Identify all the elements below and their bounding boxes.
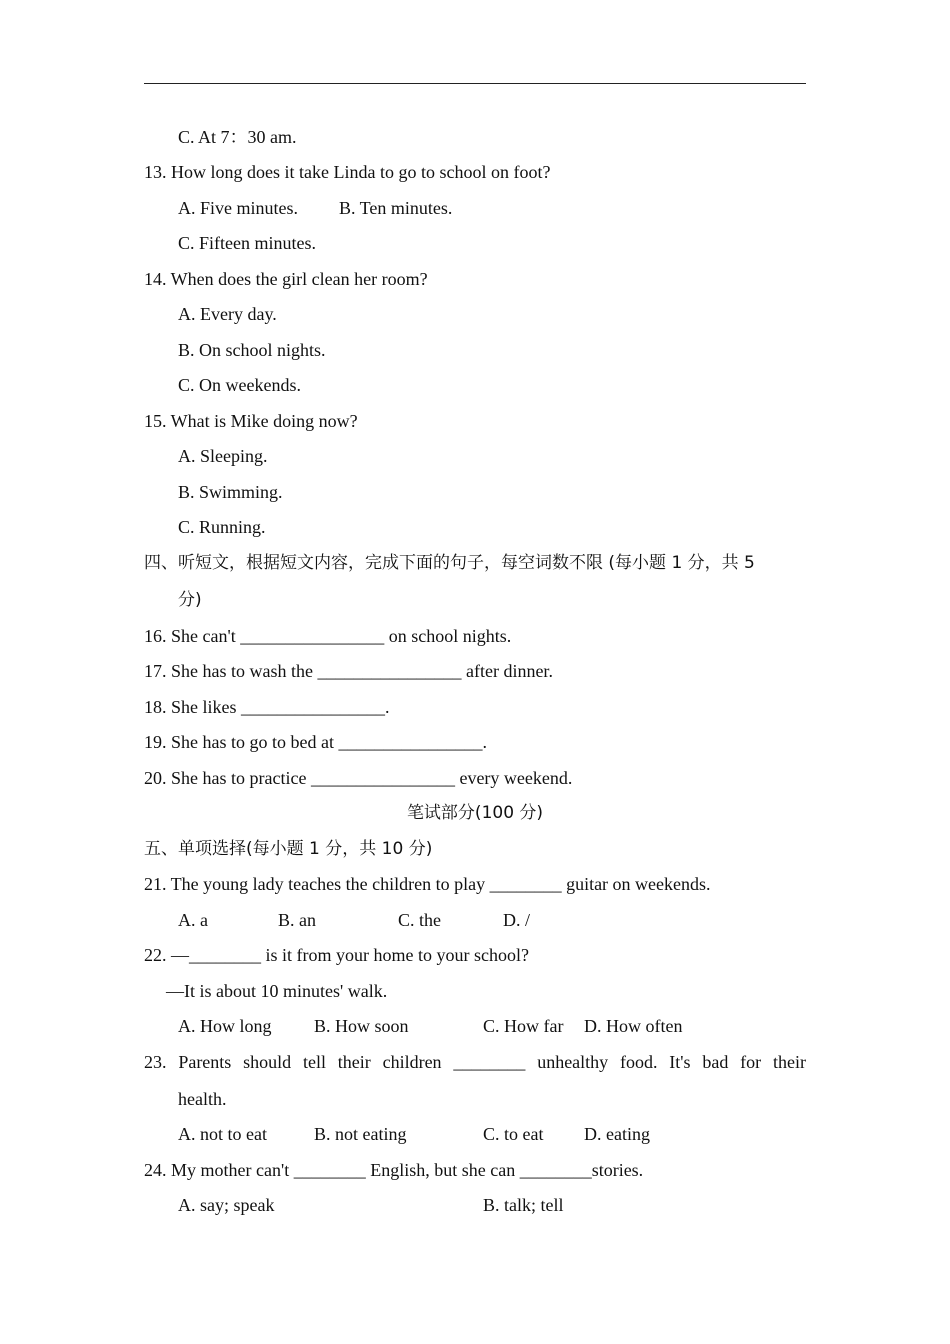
q13-option-c: C. Fifteen minutes. (178, 233, 316, 253)
header-rule (144, 83, 806, 84)
q22-stem: 22. —________ is it from your home to your school? (144, 945, 529, 965)
q24-option-b: B. talk; tell (483, 1195, 564, 1215)
q14-option-a: A. Every day. (178, 304, 277, 324)
q23-word: children (382, 1052, 442, 1072)
fill-18: 18. She likes ________________. (144, 697, 390, 717)
q15-stem: 15. What is Mike doing now? (144, 411, 358, 431)
q23-stem-cont: health. (178, 1089, 227, 1109)
q23-option-c: C. to eat (483, 1124, 544, 1144)
q22-option-a: A. How long (178, 1016, 272, 1036)
q21-option-a: A. a (178, 910, 208, 930)
q14-option-c: C. On weekends. (178, 375, 301, 395)
fill-19: 19. She has to go to bed at ________________. (144, 732, 487, 752)
q13-option-a: A. Five minutes. (178, 198, 298, 218)
q23-word: 23. (144, 1052, 167, 1072)
q23-blank: ________ (453, 1052, 526, 1072)
q13-stem: 13. How long does it take Linda to go to school on foot? (144, 162, 551, 182)
q15-option-a: A. Sleeping. (178, 446, 268, 466)
q23-word: bad (702, 1052, 729, 1072)
q21-option-c: C. the (398, 910, 441, 930)
q22-reply: —It is about 10 minutes' walk. (166, 981, 388, 1001)
q21-option-d: D. / (503, 910, 530, 930)
q23-word: for (740, 1052, 762, 1072)
fill-16: 16. She can't ________________ on school nights. (144, 626, 512, 646)
fill-17: 17. She has to wash the ________________ after dinner. (144, 661, 553, 681)
q22-option-b: B. How soon (314, 1016, 409, 1036)
q22-option-d: D. How often (584, 1016, 683, 1036)
q12-option-c: C. At 7：30 am. (178, 127, 297, 147)
q13-option-b: B. Ten minutes. (339, 198, 453, 218)
q23-option-b: B. not eating (314, 1124, 407, 1144)
q23-word: their (337, 1052, 371, 1072)
q23-word: should (243, 1052, 292, 1072)
q22-option-c: C. How far (483, 1016, 564, 1036)
section-4-heading: 四、听短文，根据短文内容，完成下面的句子，每空词数不限 (每小题 1 分，共 5 (144, 553, 755, 573)
q23-word: unhealthy (537, 1052, 609, 1072)
written-part-title: 笔试部分(100 分) (406, 803, 544, 823)
q23-word: tell (302, 1052, 326, 1072)
q23-stem (144, 1050, 806, 1074)
q21-option-b: B. an (278, 910, 316, 930)
q23-option-d: D. eating (584, 1124, 650, 1144)
section-4-heading-cont: 分) (178, 590, 202, 610)
section-5-heading: 五、单项选择(每小题 1 分，共 10 分) (144, 839, 433, 859)
q23-word: It's (669, 1052, 691, 1072)
q14-option-b: B. On school nights. (178, 340, 326, 360)
q14-stem: 14. When does the girl clean her room? (144, 269, 428, 289)
q24-stem: 24. My mother can't ________ English, but she can ________stories. (144, 1160, 644, 1180)
q24-option-a: A. say; speak (178, 1195, 275, 1215)
q21-stem: 21. The young lady teaches the children to play ________ guitar on weekends. (144, 874, 711, 894)
fill-20: 20. She has to practice ________________ every weekend. (144, 768, 573, 788)
q23-word: food. (619, 1052, 658, 1072)
q15-option-c: C. Running. (178, 517, 266, 537)
q23-word: their (772, 1052, 806, 1072)
q15-option-b: B. Swimming. (178, 482, 283, 502)
q23-word: Parents (178, 1052, 232, 1072)
q23-option-a: A. not to eat (178, 1124, 267, 1144)
